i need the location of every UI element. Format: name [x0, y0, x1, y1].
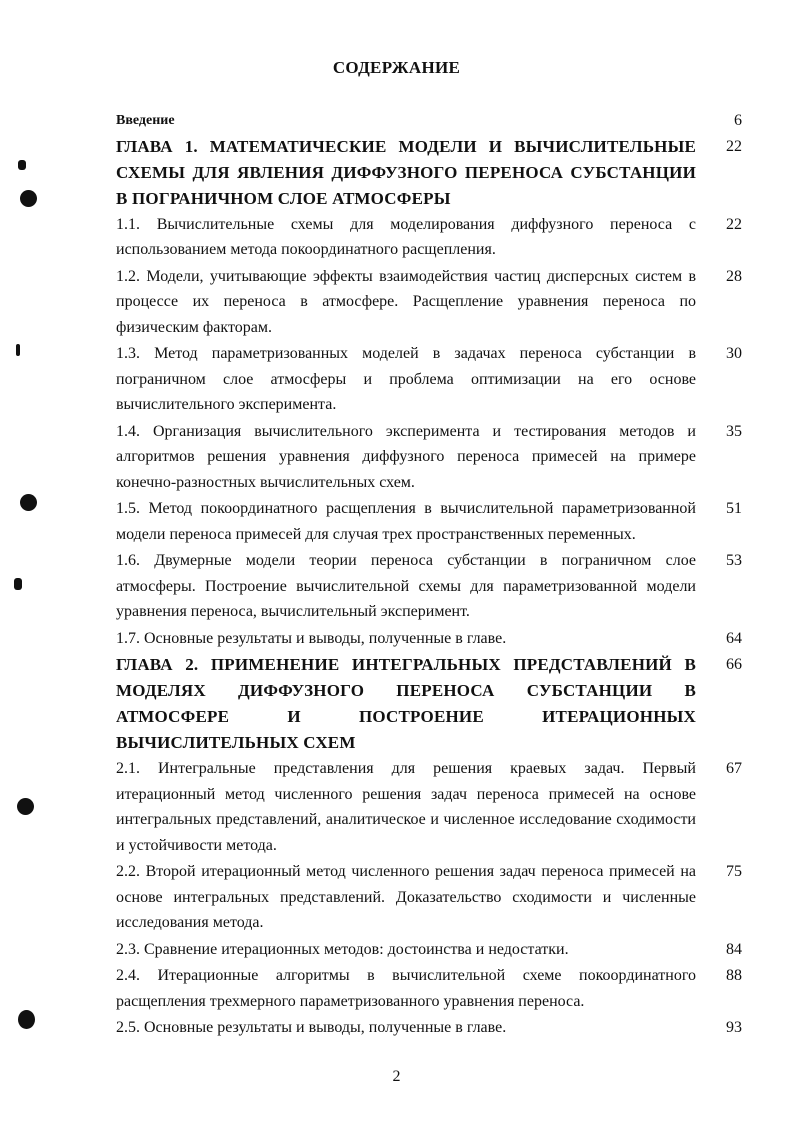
toc-entry-text: 1.3. Метод параметризованных моделей в задачах переноса субстанции в пограничном слое атмосферы и проблема оптимизации на его основе вычислительного эксперимента.: [116, 345, 696, 413]
toc-entry-page: 53: [726, 552, 742, 569]
toc-entry-page: 22: [726, 215, 742, 233]
toc-entry-text: ГЛАВА 2. ПРИМЕНЕНИЕ ИНТЕГРАЛЬНЫХ ПРЕДСТАВЛЕНИЙ В МОДЕЛЯХ ДИФФУЗНОГО ПЕРЕНОСА СУБСТАНЦИИ В АТМОСФЕРЕ И ПОСТРОЕНИЕ ИТЕРАЦИОННЫХ ВЫЧИСЛИТЕЛЬНЫХ СХЕМ: [116, 655, 696, 752]
toc-entry-text: 1.6. Двумерные модели теории переноса субстанции в пограничном слое атмосферы. Построение вычислительной схемы для параметризованной модели уравнения переноса, вычислительный эксперимент.: [116, 552, 696, 620]
toc-entry-section-2-4: [116, 963, 742, 1014]
toc-entry-text: 1.5. Метод покоординатного расщепления в вычислительной параметризованной модели переноса примесей для случая трех пространственных переменных.: [116, 500, 696, 543]
toc-entry-text: 1.4. Организация вычислительного эксперимента и тестирования методов и алгоритмов решения уравнения диффузного переноса примесей на примере конечно-разностных вычислительных схем.: [116, 422, 696, 491]
binding-hole: [17, 798, 34, 815]
toc-entry-page: 30: [726, 345, 742, 362]
binding-hole: [18, 1010, 35, 1029]
toc-entry-page: 67: [726, 760, 742, 777]
toc-entry-section-2-1: [116, 756, 742, 858]
toc-entry-section-1-2: [116, 264, 742, 341]
toc-entry-text: 2.1. Интегральные представления для решения краевых задач. Первый итерационный метод численного решения задач переноса примесей на основе интегральных представлений, аналитическое и численное исследование сходимости и устойчивости метода.: [116, 760, 696, 854]
toc-entry-page: 75: [726, 863, 742, 880]
toc-entry-page: 64: [726, 629, 742, 647]
toc-entry-page: 88: [726, 967, 742, 984]
toc-entry-page: 66: [726, 656, 742, 673]
toc-entry-section-2-2: [116, 859, 742, 936]
toc-entry-section-1-6: [116, 548, 742, 625]
toc-entry-section-1-7: [116, 626, 742, 652]
toc-entry-section-1-5: [116, 496, 742, 547]
page-title: СОДЕРЖАНИЕ: [332, 58, 461, 77]
scan-speck: [16, 344, 20, 356]
toc-entry-text: 1.7. Основные результаты и выводы, полученные в главе.: [116, 629, 507, 647]
toc-entry-text: ГЛАВА 1. МАТЕМАТИЧЕСКИЕ МОДЕЛИ И ВЫЧИСЛИТЕЛЬНЫЕ СХЕМЫ ДЛЯ ЯВЛЕНИЯ ДИФФУЗНОГО ПЕРЕНОСА СУБСТАНЦИИ В ПОГРАНИЧНОМ СЛОЕ АТМОСФЕРЫ: [116, 136, 696, 208]
toc-entry-section-2-5: [116, 1015, 742, 1041]
toc-entry-section-1-1: [116, 212, 742, 263]
table-of-contents: [116, 108, 742, 1042]
toc-entry-text: 1.2. Модели, учитывающие эффекты взаимодействия частиц дисперсных систем в процессе их переноса в атмосфере. Расщепление уравнения переноса по физическим факторам.: [116, 267, 696, 336]
toc-entry-chapter-1: [116, 134, 742, 212]
toc-entry-section-1-4: [116, 419, 742, 496]
binding-hole: [20, 190, 37, 207]
binding-hole: [20, 494, 37, 511]
toc-entry-text: 2.4. Итерационные алгоритмы в вычислительной схеме покоординатного расщепления трехмерного параметризованного уравнения переноса.: [116, 967, 696, 1010]
toc-entry-page: 84: [726, 940, 742, 958]
toc-entry-section-2-3: [116, 937, 742, 963]
toc-entry-introduction: [116, 108, 742, 134]
scan-speck: [14, 578, 22, 590]
toc-entry-page: 22: [726, 137, 742, 155]
toc-entry-text: 2.2. Второй итерационный метод численного решения задач переноса примесей на основе интегральных представлений. Доказательство сходимости и численные исследования метода.: [116, 863, 696, 931]
toc-entry-text: Введение: [116, 113, 175, 128]
toc-entry-page: 6: [734, 112, 742, 129]
toc-entry-page: 28: [726, 267, 742, 285]
toc-entry-page: 35: [726, 422, 742, 440]
page-number: 2: [392, 1068, 401, 1085]
toc-entry-page: 93: [726, 1019, 742, 1036]
scan-speck: [18, 160, 26, 170]
toc-entry-text: 2.5. Основные результаты и выводы, полученные в главе.: [116, 1019, 507, 1036]
toc-entry-page: 51: [726, 500, 742, 517]
toc-entry-section-1-3: [116, 341, 742, 418]
toc-entry-chapter-2: [116, 652, 742, 756]
toc-entry-text: 1.1. Вычислительные схемы для моделирования диффузного переноса с использованием метода покоординатного расщепления.: [116, 215, 696, 258]
toc-entry-text: 2.3. Сравнение итерационных методов: достоинства и недостатки.: [116, 940, 569, 958]
